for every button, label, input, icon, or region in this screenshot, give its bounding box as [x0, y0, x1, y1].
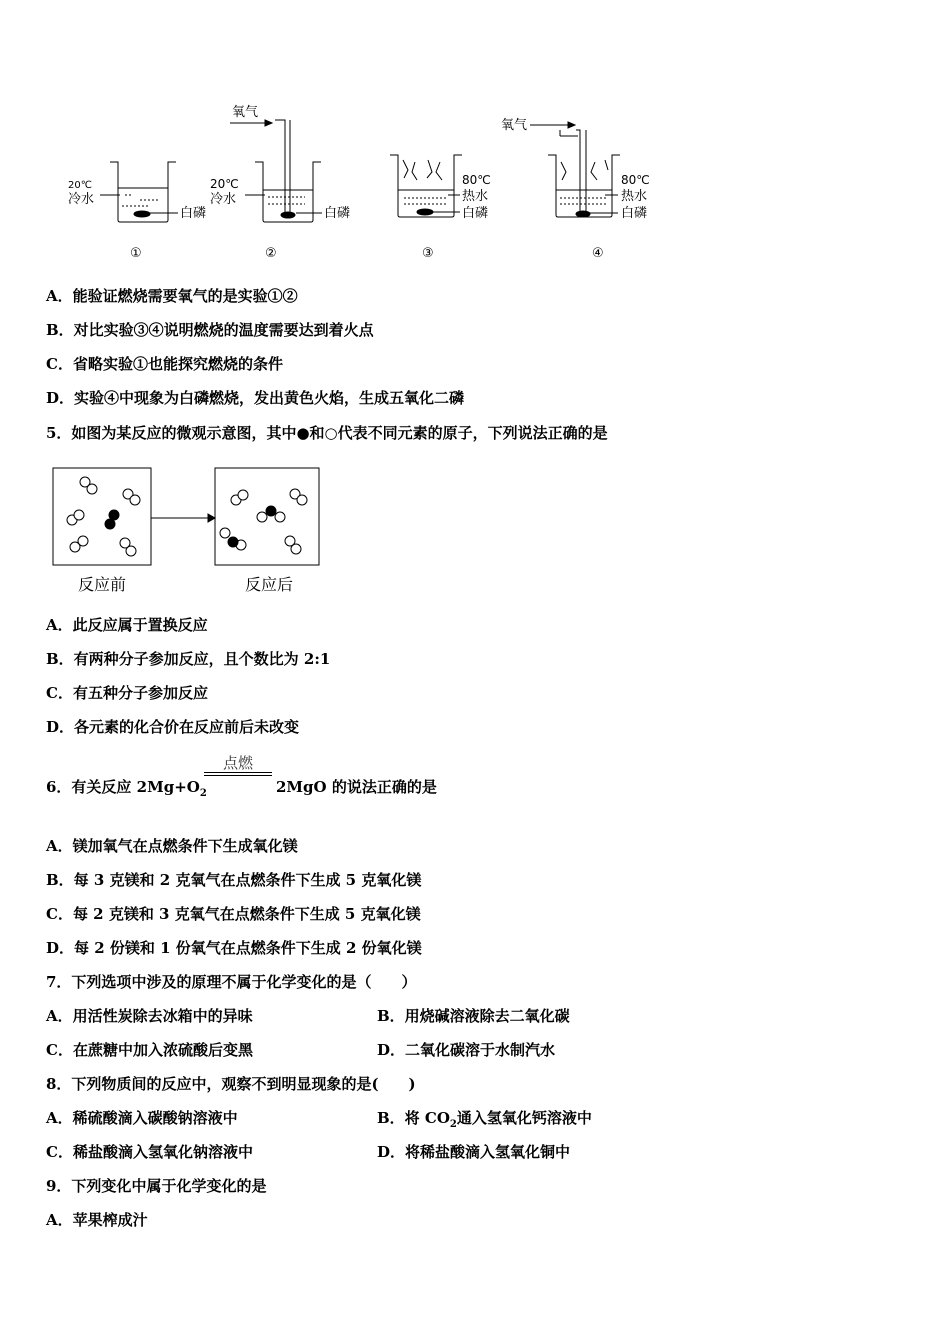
- q6-prefix: 6．有关反应 2Mg+O: [46, 778, 200, 796]
- white-p-label-2: 白磷: [324, 206, 351, 221]
- oxygen-label-4: 氧气: [501, 118, 528, 133]
- figure-label-4: ④: [592, 246, 604, 261]
- q7-option-b: B．用烧碱溶液除去二氧化碳: [377, 1007, 570, 1025]
- q6-option-c: C．每 2 克镁和 3 克氧气在点燃条件下生成 5 克氧化镁: [46, 905, 421, 923]
- q8-stem: 8．下列物质间的反应中，观察不到明显现象的是( ): [46, 1075, 416, 1093]
- q8-b-pre: B．将 CO: [377, 1109, 450, 1127]
- hot-water-label-4: 热水: [621, 189, 648, 204]
- q7-option-c: C．在蔗糖中加入浓硫酸后变黑: [46, 1041, 253, 1059]
- figure-label-2: ②: [265, 246, 277, 261]
- combustion-experiment-figure: [60, 100, 670, 265]
- q4-option-c: C．省略实验①也能探究燃烧的条件: [46, 355, 283, 373]
- q6-arrow-line-2: [204, 775, 272, 776]
- q7-option-a: A．用活性炭除去冰箱中的异味: [46, 1007, 253, 1025]
- q5-stem: 5．如图为某反应的微观示意图，其中●和○代表不同元素的原子，下列说法正确的是: [46, 424, 608, 442]
- white-p-label-3: 白磷: [462, 206, 489, 221]
- beaker-1: [100, 162, 178, 222]
- q6-condition: 点燃: [222, 754, 253, 772]
- beaker-2: [230, 120, 322, 222]
- q5-option-b: B．有两种分子参加反应，且个数比为 2:1: [46, 650, 331, 668]
- cold-water-label-1: 冷水: [68, 192, 95, 207]
- beaker-3: [390, 155, 462, 217]
- q4-option-a: A．能验证燃烧需要氧气的是实验①②: [46, 287, 298, 305]
- q8-b-sub: 2: [449, 1119, 457, 1130]
- cold-water-label-2: 冷水: [210, 192, 237, 207]
- figure-label-3: ③: [422, 246, 434, 261]
- temp-cold-label-2: 20℃: [210, 177, 239, 191]
- q5-option-d: D．各元素的化合价在反应前后未改变: [46, 718, 300, 736]
- white-p-label-1: 白磷: [180, 206, 207, 221]
- q4-option-d: D．实验④中现象为白磷燃烧，发出黄色火焰，生成五氧化二磷: [46, 389, 465, 407]
- q8-option-d: D．将稀盐酸滴入氢氧化铜中: [377, 1143, 571, 1161]
- q6-option-b: B．每 3 克镁和 2 克氧气在点燃条件下生成 5 克氧化镁: [46, 871, 422, 889]
- beaker-4: [530, 122, 620, 217]
- q8-b-post: 通入氢氧化钙溶液中: [456, 1109, 592, 1127]
- white-p-label-4: 白磷: [621, 206, 648, 221]
- q6-stem: [46, 777, 207, 804]
- q7-option-d: D．二氧化碳溶于水制汽水: [377, 1041, 556, 1059]
- q5-option-c: C．有五种分子参加反应: [46, 684, 208, 702]
- temp-hot-label-3: 80℃: [462, 173, 491, 187]
- q8-option-b: [377, 1108, 592, 1135]
- q9-option-a: A．苹果榨成汁: [46, 1211, 148, 1229]
- reaction-diagram: [50, 465, 330, 600]
- temp-cold-label-1: 20℃: [68, 180, 92, 191]
- q6-option-d: D．每 2 份镁和 1 份氧气在点燃条件下生成 2 份氧化镁: [46, 939, 422, 957]
- q6-sub: 2: [199, 788, 207, 799]
- q4-option-b: B．对比实验③④说明燃烧的温度需要达到着火点: [46, 321, 374, 339]
- figure-label-1: ①: [130, 246, 142, 261]
- q6-option-a: A．镁加氧气在点燃条件下生成氧化镁: [46, 837, 298, 855]
- q5-option-a: A．此反应属于置换反应: [46, 616, 208, 634]
- q6-suffix: 2MgO 的说法正确的是: [276, 778, 437, 796]
- after-label: 反应后: [245, 575, 294, 594]
- hot-water-label-3: 热水: [462, 189, 489, 204]
- q7-stem: 7．下列选项中涉及的原理不属于化学变化的是（ ）: [46, 973, 417, 991]
- before-label: 反应前: [78, 575, 127, 594]
- temp-hot-label-4: 80℃: [621, 173, 650, 187]
- q8-option-c: C．稀盐酸滴入氢氧化钠溶液中: [46, 1143, 253, 1161]
- q8-option-a: A．稀硫酸滴入碳酸钠溶液中: [46, 1109, 238, 1127]
- q9-stem: 9．下列变化中属于化学变化的是: [46, 1177, 267, 1195]
- oxygen-label-2: 氧气: [232, 105, 259, 120]
- q6-arrow-line-1: [204, 772, 272, 773]
